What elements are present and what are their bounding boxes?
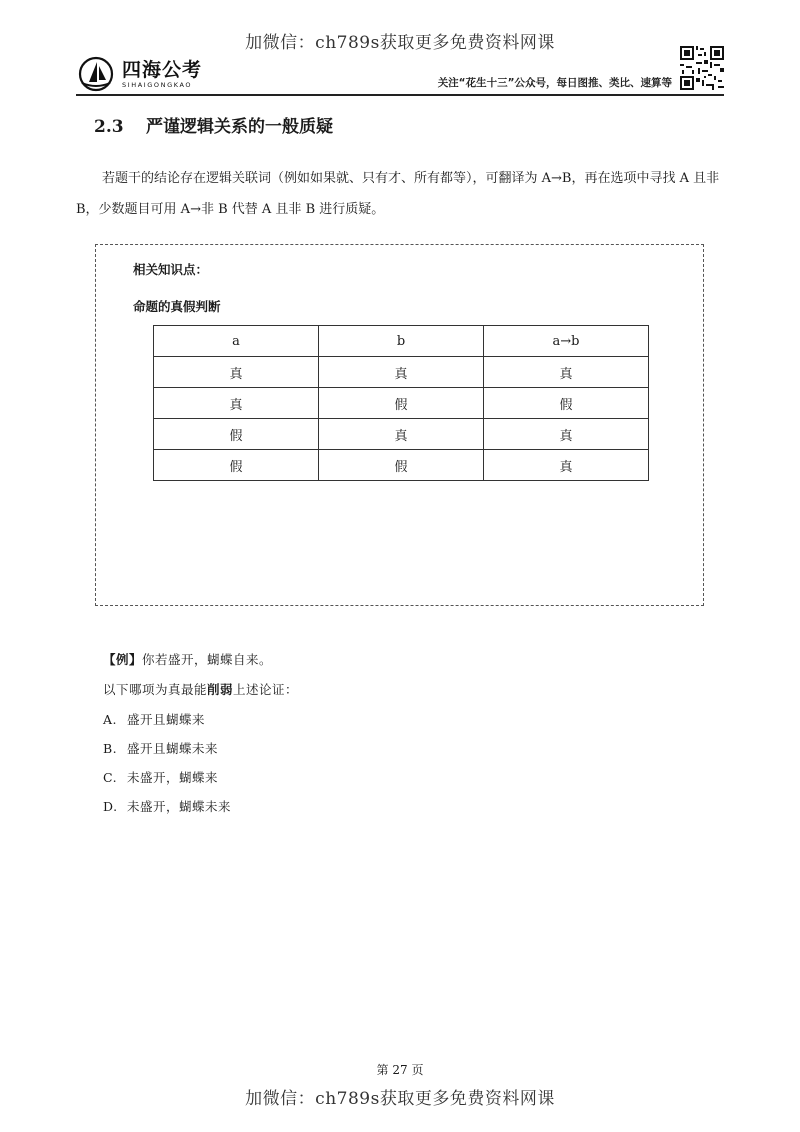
truth-table (153, 325, 649, 481)
table-cell: 真 (484, 419, 649, 450)
table-cell: 真 (154, 357, 319, 388)
section-heading (94, 112, 333, 137)
table-row (154, 419, 649, 450)
example-tag: 【例】 (103, 652, 143, 667)
option-text: 未盛开，蝴蝶来 (127, 770, 219, 785)
example-question (103, 680, 298, 698)
table-cell: 真 (319, 419, 484, 450)
table-cell: 真 (484, 357, 649, 388)
sailboat-logo-icon (76, 56, 116, 92)
table-row (154, 357, 649, 388)
option-letter: D. (103, 799, 118, 814)
table-cell: 假 (319, 450, 484, 481)
intro-paragraph: 若题干的结论存在逻辑关联词（例如如果就、只有才、所有都等），可翻译为 A→B，再在选项中寻找 A 且非 B，少数题目可用 A→非 B 代替 A 且非 B 进行质疑。 (76, 171, 720, 217)
option-letter: A. (103, 712, 118, 727)
option-text: 未盛开，蝴蝶未来 (127, 799, 232, 814)
truth-table-header-row (154, 326, 649, 357)
table-cell: 假 (154, 450, 319, 481)
example-text: 你若盛开，蝴蝶自来。 (142, 652, 273, 667)
knowledge-label: 相关知识点： (133, 262, 209, 277)
table-cell: 假 (484, 388, 649, 419)
option-b (103, 739, 218, 757)
knowledge-box (95, 244, 704, 606)
option-text: 盛开且蝴蝶未来 (127, 741, 219, 756)
option-c (103, 768, 218, 786)
truth-table-header: a (154, 326, 319, 357)
question-pre: 以下哪项为真最能 (103, 682, 208, 697)
qr-code-icon (680, 46, 724, 90)
option-text: 盛开且蝴蝶来 (127, 712, 206, 727)
truth-table-header: b (319, 326, 484, 357)
option-letter: C. (103, 770, 118, 785)
table-cell: 假 (319, 388, 484, 419)
table-row (154, 388, 649, 419)
logo-subtitle: SIHAIGONGKAO (122, 81, 193, 89)
question-post: 上述论证： (233, 682, 299, 697)
option-d (103, 797, 231, 815)
watermark-top: 加微信：ch789s获取更多免费资料网课 (245, 33, 555, 53)
option-letter: B. (103, 741, 118, 756)
knowledge-subtitle: 命题的真假判断 (133, 299, 221, 314)
page-number: 第 27 页 (376, 1063, 424, 1077)
section-title: 严谨逻辑关系的一般质疑 (146, 117, 333, 137)
section-number: 2.3 (94, 117, 124, 137)
watermark-bottom: 加微信：ch789s获取更多免费资料网课 (245, 1089, 555, 1109)
page-header (76, 44, 724, 96)
header-tagline: 关注“花生十三”公众号，每日图推、类比、速算等 (437, 77, 672, 89)
logo (76, 56, 202, 92)
example-stem (103, 650, 272, 668)
table-cell: 真 (319, 357, 484, 388)
option-a (103, 710, 205, 728)
table-cell: 真 (484, 450, 649, 481)
table-cell: 假 (154, 419, 319, 450)
logo-wordmark: 四海公考 (122, 59, 203, 81)
truth-table-header: a→b (484, 326, 649, 357)
question-keyword: 削弱 (207, 682, 234, 697)
table-row (154, 450, 649, 481)
header-divider (76, 94, 724, 96)
table-cell: 真 (154, 388, 319, 419)
